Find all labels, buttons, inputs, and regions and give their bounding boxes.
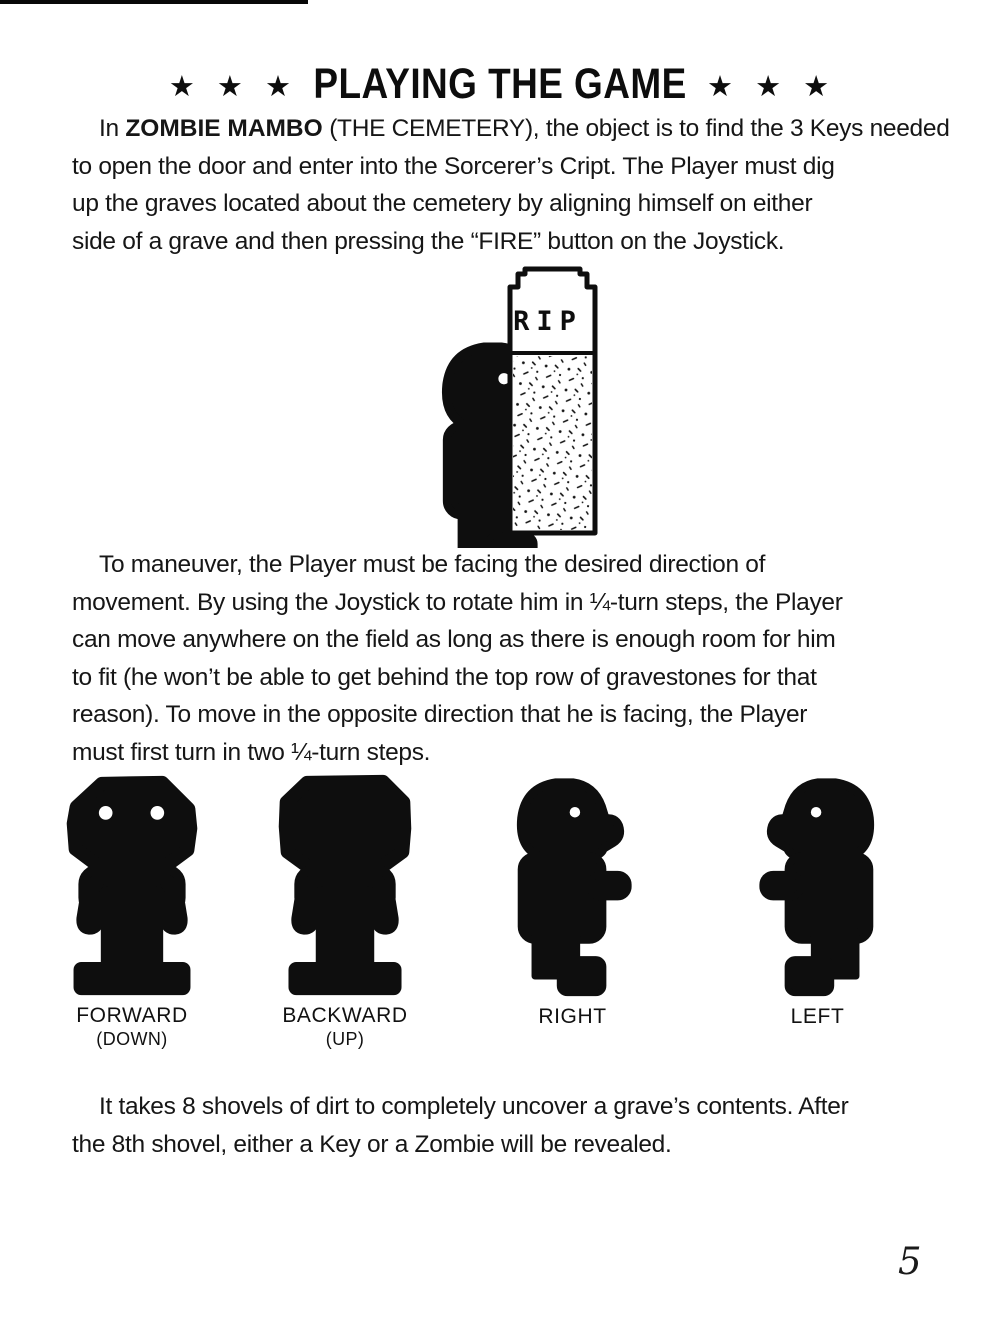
text-line: In ZOMBIE MAMBO (THE CEMETERY), the object is to find the 3 Keys needed — [99, 115, 950, 142]
player-digging-grave-illustration — [396, 256, 630, 548]
text-line: to fit (he won’t be able to get behind the top row of gravestones for that — [72, 663, 817, 691]
figure-backward — [265, 770, 425, 1050]
paragraph-intro — [72, 110, 950, 260]
page-header — [0, 60, 1000, 109]
text-line: movement. By using the Joystick to rotate him in ¼-turn steps, the Player — [72, 588, 843, 616]
figure-forward — [52, 770, 212, 1050]
paragraph-maneuver — [72, 546, 944, 772]
figure-label: LEFT — [790, 1005, 845, 1028]
page-title: PLAYING THE GAME — [313, 60, 687, 108]
figure-label: BACKWARD — [282, 1004, 408, 1027]
game-name: ZOMBIE MAMBO — [125, 115, 323, 142]
stars-right-icon: ★ ★ ★ — [707, 70, 832, 103]
text-line: the 8th shovel, either a Key or a Zombie will be revealed. — [72, 1130, 672, 1158]
figure-label: FORWARD — [76, 1004, 188, 1027]
figure-left — [740, 776, 895, 1029]
player-side-left-icon — [751, 776, 885, 1000]
paragraph-shovels — [72, 1088, 944, 1163]
text-line: It takes 8 shovels of dirt to completely uncover a grave’s contents. After — [99, 1093, 849, 1120]
player-side-right-icon — [506, 776, 640, 1000]
player-front-view-icon — [58, 770, 206, 999]
rip-text: RIP — [513, 306, 583, 337]
figure-label: RIGHT — [538, 1005, 607, 1028]
figure-sublabel: (DOWN) — [96, 1029, 168, 1049]
player-back-view-icon — [271, 770, 419, 999]
page-number: 5 — [898, 1240, 922, 1283]
text-line: reason). To move in the opposite direction that he is facing, the Player — [72, 701, 808, 729]
text-line: To maneuver, the Player must be facing the desired direction of — [99, 551, 766, 578]
tombstone-texture — [513, 356, 592, 530]
text-line: up the graves located about the cemetery by aligning himself on either — [72, 190, 813, 218]
stars-left-icon: ★ ★ ★ — [168, 70, 293, 103]
text-line: side of a grave and then pressing the “FIRE” button on the Joystick. — [72, 227, 785, 255]
figure-sublabel: (UP) — [325, 1029, 365, 1049]
scan-edge-artifact — [0, 0, 308, 4]
text-line: must first turn in two ¼-turn steps. — [72, 738, 431, 766]
figure-right — [495, 776, 650, 1029]
text-line: to open the door and enter into the Sorcerer’s Cript. The Player must dig — [72, 152, 835, 180]
text-line: can move anywhere on the field as long as there is enough room for him — [72, 626, 836, 654]
